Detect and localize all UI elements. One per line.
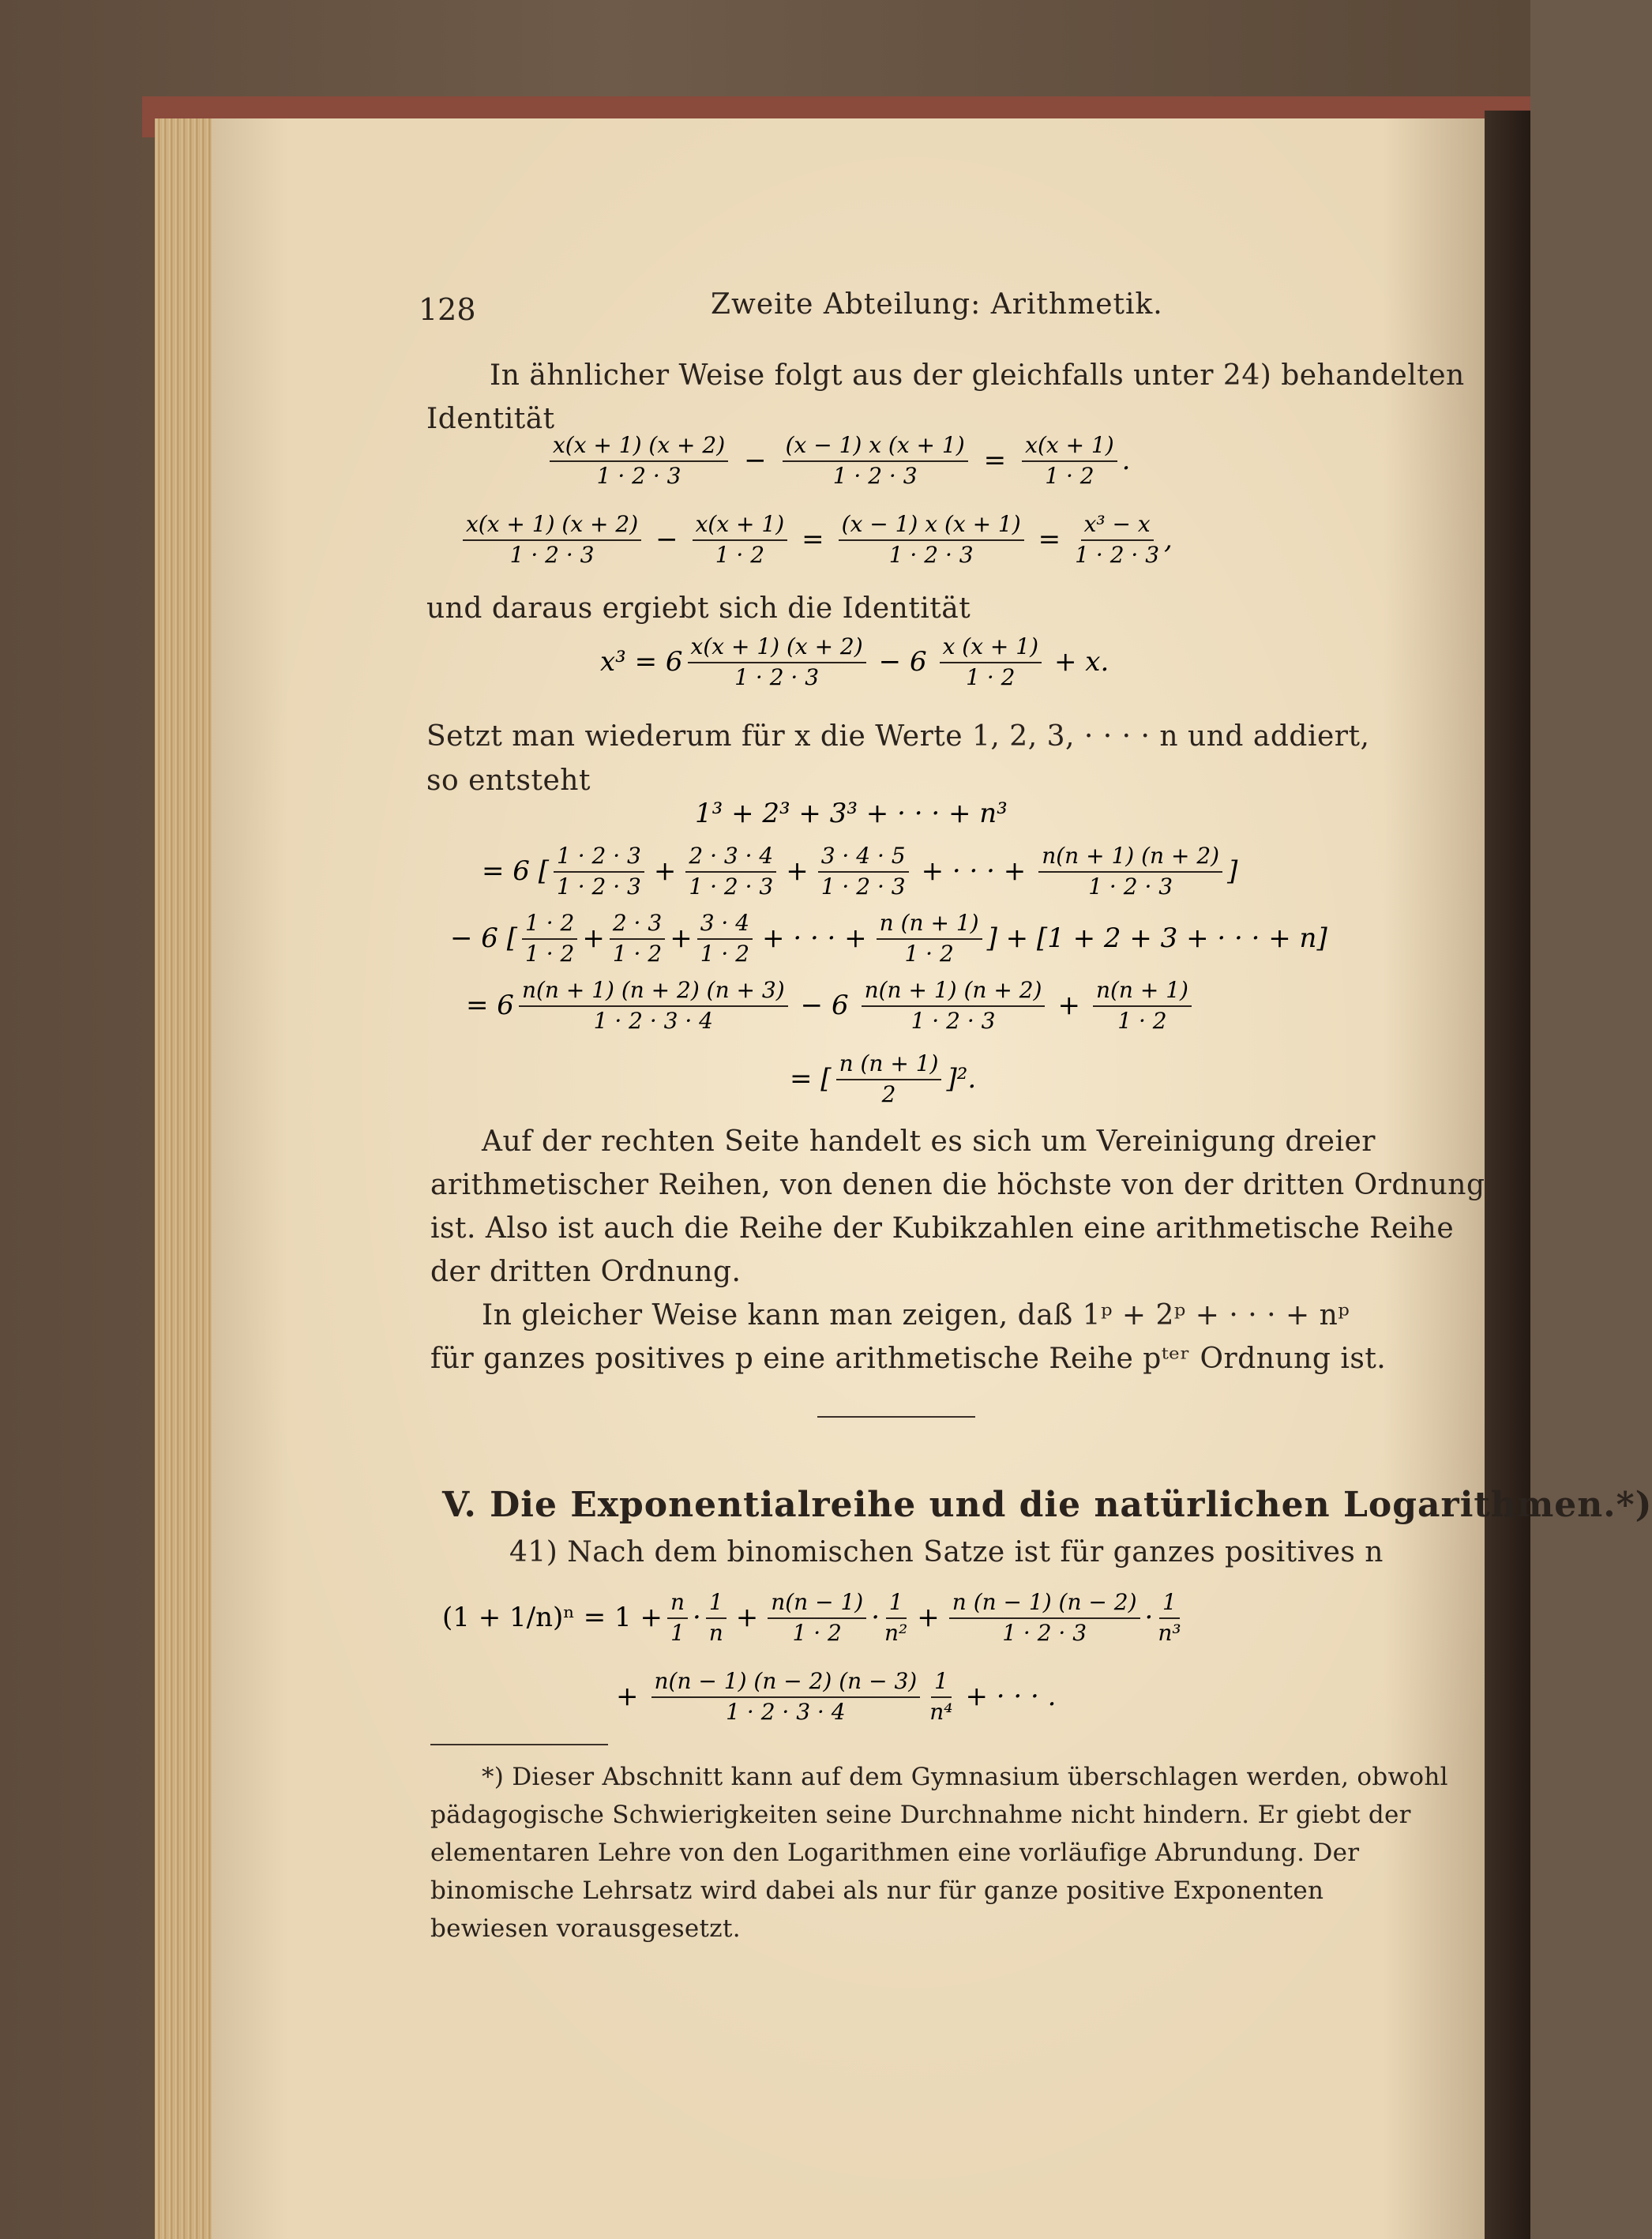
para4-line-3: ist. Also ist auch die Reihe der Kubikzahlen eine arithmetische Reihe: [430, 1212, 1455, 1245]
equation-3: x³ = 6 $\frac{x(x + 1) (x + 2)}{1 \cdot 2 \cdot 3}$ − 6 $\frac{x (x + 1)}{1 \cdot 2}$ + x.: [600, 633, 1109, 690]
equation-4-line-5: = [ $\frac{n (n + 1)}{2}$ ]².: [790, 1050, 977, 1107]
equation-5-line-1: (1 + 1/n)ⁿ = 1 + $\frac{n}{1}$ · $\frac{1}{n}$ + $\frac{n(n - 1)}{1 \cdot 2}$ · $\frac{1}{\text{n²}}$ + $\frac{n (n - 1) (n - 2)}{1 \cdot 2 \cdot 3}$ · $\frac{1}{\text{n³}}$: [442, 1589, 1181, 1646]
para4-line-5: In gleicher Weise kann man zeigen, daß 1ᵖ + 2ᵖ + · · · + nᵖ: [482, 1299, 1350, 1332]
equation-1: $\frac{x(x + 1) (x + 2)}{1 \cdot 2 \cdot 3}$ − $\frac{(x - 1) x (x + 1)}{1 \cdot 2 \cdot 3}$ = $\frac{x(x + 1)}{1 \cdot 2}$ .: [545, 430, 1130, 490]
running-title: Zweite Abteilung: Arithmetik.: [711, 288, 1163, 321]
eq1-frac-c: $\frac{x(x + 1)}{1 \cdot 2}$: [1022, 430, 1117, 490]
book-cover-right-edge: [1485, 111, 1530, 2239]
equation-2: $\frac{x(x + 1) (x + 2)}{1 \cdot 2 \cdot 3}$ − $\frac{x(x + 1)}{1 \cdot 2}$ = $\frac{(x - 1) x (x + 1)}{1 \cdot 2 \cdot 3}$ = $\frac{\text{x³ − x}}{1 \cdot 2 \cdot 3}$ ,: [458, 509, 1173, 569]
eq2-frac-c: $\frac{(x - 1) x (x + 1)}{1 \cdot 2 \cdot 3}$: [839, 509, 1024, 569]
equation-4-line-2: = 6 [ $\frac{1 \cdot 2 \cdot 3}{1 \cdot 2 \cdot 3}$ + $\frac{2 \cdot 3 \cdot 4}{1 \cdot 2 \cdot 3}$ + $\frac{3 \cdot 4 \cdot 5}{1 \cdot 2 \cdot 3}$ + · · · + $\frac{n(n + 1) (n + 2)}{1 \cdot 2 \cdot 3}$ ]: [482, 843, 1238, 900]
footnote-line-1: *) Dieser Abschnitt kann auf dem Gymnasium überschlagen werden, obwohl: [482, 1763, 1448, 1791]
footnote-line-3: elementaren Lehre von den Logarithmen eine vorläufige Abrundung. Der: [430, 1839, 1360, 1867]
para4-line-2: arithmetischer Reihen, von denen die höchste von der dritten Ordnung: [430, 1169, 1485, 1201]
section-separator: [817, 1416, 975, 1418]
equation-4-line-3: − 6 [ $\frac{1 \cdot 2}{1 \cdot 2}$ + $\frac{2 \cdot 3}{1 \cdot 2}$ + $\frac{3 \cdot 4}{1 \cdot 2}$ + · · · + $\frac{n (n + 1)}{1 \cdot 2}$ ] + [1 + 2 + 3 + · · · + n]: [450, 910, 1327, 967]
equation-4-line-4: = 6 $\frac{n(n + 1) (n + 2) (n + 3)}{1 \cdot 2 \cdot 3 \cdot 4}$ − 6 $\frac{n(n + 1) (n + 2)}{1 \cdot 2 \cdot 3}$ + $\frac{n(n + 1)}{1 \cdot 2}$: [466, 975, 1196, 1035]
equation-4-line-1: 1³ + 2³ + 3³ + · · · + n³: [695, 798, 1008, 829]
eq2-frac-d: $\frac{\text{x³ − x}}{1 \cdot 2 \cdot 3}$: [1075, 511, 1160, 568]
para2-line-1: und daraus ergiebt sich die Identität: [426, 592, 971, 625]
footnote-line-5: bewiesen vorausgesetzt.: [430, 1914, 741, 1943]
footnote-line-4: binomische Lehrsatz wird dabei als nur für ganze positive Exponenten: [430, 1876, 1324, 1905]
eq3-frac-b: $\frac{x (x + 1)}{1 \cdot 2}$: [940, 632, 1042, 692]
eq1-frac-a: $\frac{x(x + 1) (x + 2)}{1 \cdot 2 \cdot 3}$: [550, 430, 728, 490]
para3-line-2: so entsteht: [426, 764, 591, 797]
eq3-frac-a: $\frac{x(x + 1) (x + 2)}{1 \cdot 2 \cdot 3}$: [688, 632, 866, 692]
footnote-line-2: pädagogische Schwierigkeiten seine Durchnahme nicht hindern. Er giebt der: [430, 1801, 1411, 1829]
para4-line-1: Auf der rechten Seite handelt es sich um Vereinigung dreier: [482, 1125, 1376, 1158]
equation-5-line-2: + $\frac{n(n - 1) (n - 2) (n - 3)}{1 \cdot 2 \cdot 3 \cdot 4}$ $\frac{1}{\text{n⁴}}$ + · · · .: [616, 1668, 1057, 1725]
page-number: 128: [419, 292, 476, 327]
footnote-separator: [430, 1744, 608, 1745]
intro-line-1: In ähnlicher Weise folgt aus der gleichfalls unter 24) behandelten: [490, 359, 1465, 392]
para3-line-1: Setzt man wiederum für x die Werte 1, 2, 3, · · · · n und addiert,: [426, 720, 1370, 753]
para4-line-6: für ganzes positives p eine arithmetische Reihe pᵗᵉʳ Ordnung ist.: [430, 1343, 1387, 1375]
intro-line-2: Identität: [426, 403, 555, 435]
eq1-frac-b: $\frac{(x - 1) x (x + 1)}{1 \cdot 2 \cdot 3}$: [783, 430, 968, 490]
section-line-1: 41) Nach dem binomischen Satze ist für ganzes positives n: [509, 1536, 1384, 1568]
para4-line-4: der dritten Ordnung.: [430, 1256, 742, 1288]
eq2-frac-b: $\frac{x(x + 1)}{1 \cdot 2}$: [693, 509, 788, 569]
eq2-frac-a: $\frac{x(x + 1) (x + 2)}{1 \cdot 2 \cdot 3}$: [463, 509, 641, 569]
section-heading: V. Die Exponentialreihe und die natürlichen Logarithmen.*): [442, 1485, 1652, 1525]
